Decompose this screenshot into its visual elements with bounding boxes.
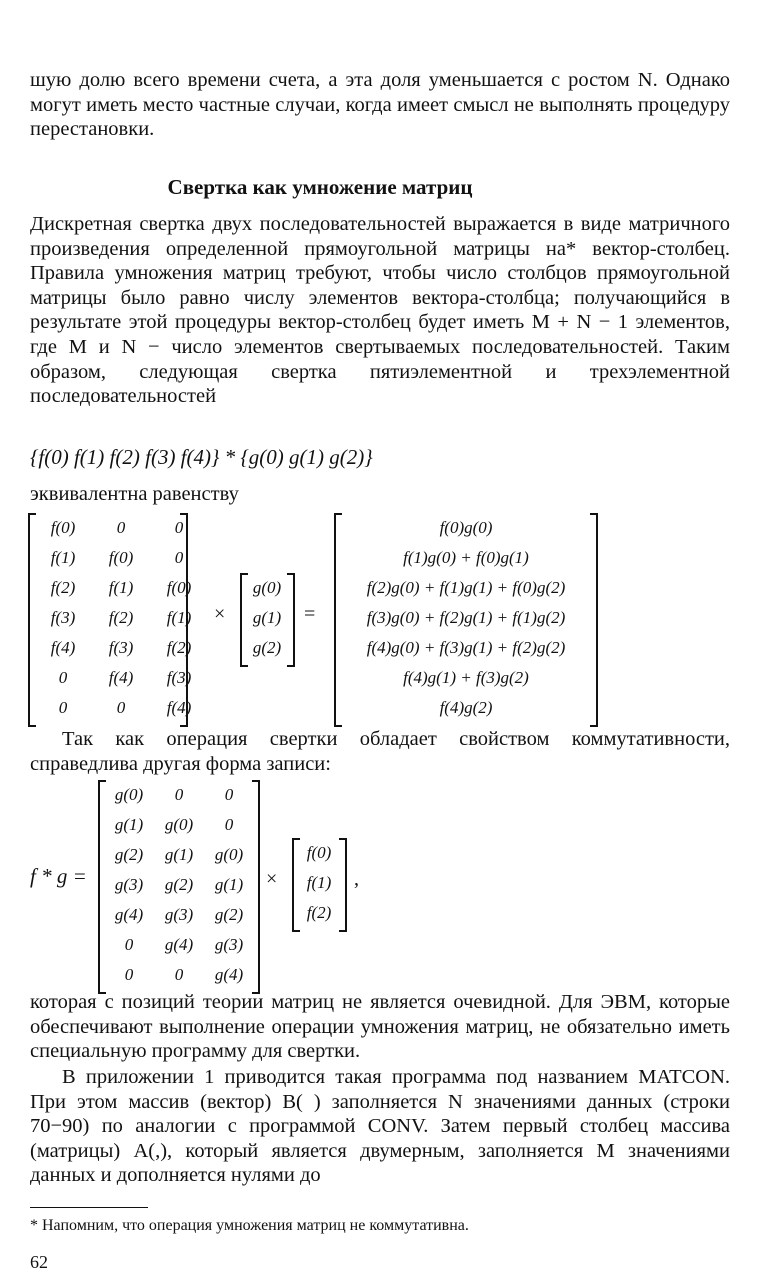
matrix-f-cell: 0 xyxy=(174,548,184,567)
result-vector xyxy=(340,513,592,723)
matrix-f-cell: 0 xyxy=(58,668,68,687)
vector-f-right-bracket xyxy=(339,838,347,932)
result-right-bracket xyxy=(590,513,598,727)
matrix-f-cell: f(0) xyxy=(50,518,76,537)
matrix-g-cell: g(1) xyxy=(164,845,194,864)
matrix-f-cell: 0 xyxy=(58,698,68,717)
vector-g xyxy=(246,573,288,663)
matrix-g xyxy=(104,780,254,990)
times-sign-1: × xyxy=(214,603,226,625)
vector-f-cell: f(1) xyxy=(306,873,332,892)
matrix-g-cell: 0 xyxy=(224,785,234,804)
result-cell: f(4)g(0) + f(3)g(1) + f(2)g(2) xyxy=(366,638,566,657)
matrix-f-cell: f(2) xyxy=(166,638,192,657)
matrix-f-cell: f(0) xyxy=(166,578,192,597)
equivalence-text: эквивалентна равенству xyxy=(30,483,239,505)
matrix-g-cell: 0 xyxy=(124,935,134,954)
matrix-g-cell: g(1) xyxy=(114,815,144,834)
matrix-g-cell: g(3) xyxy=(214,935,244,954)
matrix-f-cell: 0 xyxy=(116,698,126,717)
matrix-g-cell: g(3) xyxy=(164,905,194,924)
lhs-expression: f * g = xyxy=(30,864,87,888)
result-cell: f(0)g(0) xyxy=(439,518,493,537)
matrix-f-cell: f(3) xyxy=(50,608,76,627)
matrix-f-cell: f(1) xyxy=(50,548,76,567)
matrix-f-cell: f(4) xyxy=(108,668,134,687)
vector-g-cell: g(0) xyxy=(252,578,282,597)
matrix-f-cell: 0 xyxy=(174,518,184,537)
matrix-g-cell: g(3) xyxy=(114,875,144,894)
vector-f xyxy=(298,838,340,928)
paragraph-computer: которая с позиций теории матриц не является очевидной. Для ЭВМ, которые обеспечивают выполнение операции умножения матриц, не обязательно иметь специальную программу для свертки. xyxy=(30,991,730,1063)
matrix-f-cell: 0 xyxy=(116,518,126,537)
matrix-f-cell: f(3) xyxy=(108,638,134,657)
section-heading: Свертка как умножение матриц xyxy=(167,175,473,199)
matrix-g-cell: g(4) xyxy=(214,965,244,984)
footnote-rule xyxy=(30,1207,148,1208)
result-cell: f(3)g(0) + f(2)g(1) + f(1)g(2) xyxy=(366,608,566,627)
matrix-f-cell: f(3) xyxy=(166,668,192,687)
sequence-expression: {f(0) f(1) f(2) f(3) f(4)} * {g(0) g(1) g(2)} xyxy=(30,445,373,469)
footnote: * Напомним, что операция умножения матриц не коммутативна. xyxy=(30,1217,469,1234)
page-number: 62 xyxy=(30,1252,48,1272)
matrix-g-right-bracket xyxy=(252,780,260,994)
vector-f-cell: f(0) xyxy=(306,843,332,862)
matrix-g-cell: g(0) xyxy=(114,785,144,804)
vector-f-cell: f(2) xyxy=(306,903,332,922)
matrix-f-cell: f(4) xyxy=(166,698,192,717)
result-cell: f(1)g(0) + f(0)g(1) xyxy=(403,548,529,567)
matrix-g-cell: g(0) xyxy=(164,815,194,834)
matrix-f-cell: f(4) xyxy=(50,638,76,657)
matrix-g-cell: g(4) xyxy=(114,905,144,924)
matrix-f-cell: f(2) xyxy=(50,578,76,597)
trailing-comma: , xyxy=(354,868,359,890)
matrix-f-cell: f(1) xyxy=(166,608,192,627)
result-cell: f(4)g(1) + f(3)g(2) xyxy=(403,668,529,687)
matrix-g-cell: 0 xyxy=(124,965,134,984)
matrix-g-cell: g(4) xyxy=(164,935,194,954)
times-sign-2: × xyxy=(266,868,278,890)
matrix-g-cell: g(0) xyxy=(214,845,244,864)
matrix-f-cell: f(2) xyxy=(108,608,134,627)
matrix-f-right-bracket xyxy=(180,513,188,727)
matrix-g-cell: g(1) xyxy=(214,875,244,894)
equals-sign: = xyxy=(304,603,316,625)
matrix-g-cell: 0 xyxy=(224,815,234,834)
paragraph-commutative: Так как операция свертки обладает свойством коммутативности, справедлива другая форма записи: xyxy=(30,728,730,775)
result-cell: f(2)g(0) + f(1)g(1) + f(0)g(2) xyxy=(366,578,566,597)
matrix-g-cell: g(2) xyxy=(214,905,244,924)
top-paragraph: шую долю всего времени счета, а эта доля уменьшается с ростом N. Однако могут иметь место частные случаи, когда имеет смысл не выполнять процедуру перестановки. xyxy=(30,69,730,141)
matrix-f-cell: f(0) xyxy=(108,548,134,567)
matrix-g-cell: 0 xyxy=(174,965,184,984)
matrix-g-cell: 0 xyxy=(174,785,184,804)
matrix-g-cell: g(2) xyxy=(114,845,144,864)
result-cell: f(4)g(2) xyxy=(439,698,493,717)
matrix-g-cell: g(2) xyxy=(164,875,194,894)
vector-g-cell: g(1) xyxy=(252,608,282,627)
vector-g-right-bracket xyxy=(287,573,295,667)
vector-g-cell: g(2) xyxy=(252,638,282,657)
paragraph-intro: Дискретная свертка двух последовательностей выражается в виде матричного произведения определенной прямоугольной матрицы на* вектор-столбец. Правила умножения матриц требуют, чтобы число столбцов прямоугольной матрицы было равно числу элементов вектора-столбца; получающийся в результате этой процедуры вектор-столбец будет иметь M + N − 1 элементов, где M и N − число элементов свертываемых последовательностей. Таким образом, следующая свертка пятиэлементной и трехэлементной последовательностей xyxy=(30,213,730,408)
matrix-f-cell: f(1) xyxy=(108,578,134,597)
paragraph-matcon: В приложении 1 приводится такая программа под названием MATCON. При этом массив (вектор) B( ) заполняется N значениями данных (строки 70−90) по аналогии с программой CONV. Затем первый столбец массива (матрицы) A(,), который является двумерным, заполняется M значениями данных и дополняется нулями до xyxy=(30,1066,730,1187)
